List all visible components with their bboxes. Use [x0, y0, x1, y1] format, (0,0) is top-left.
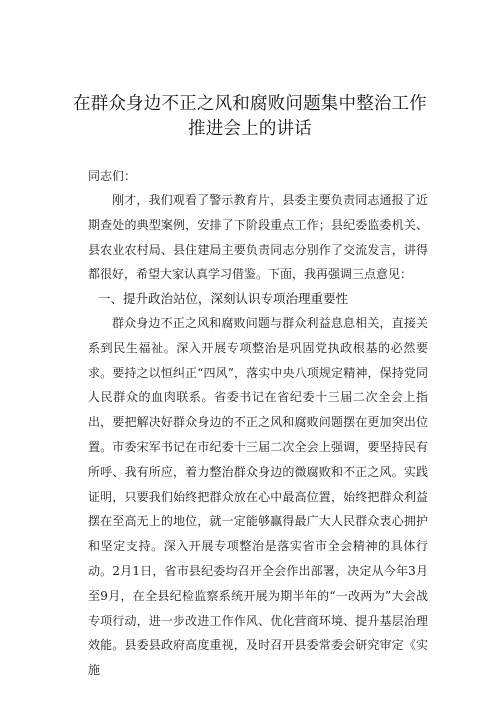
paragraph-text: 刚才，我们观看了警示教育片，县委主要负责同志通报了近期查处的典型案例，安排了下阶段重点工作；县纪委监委机关、县农业农村局、县住建局主要负责同志分别作了交流发言，讲得都很好，希望大家认真学习借鉴。下面，我再强调三点意见： — [88, 193, 428, 282]
paragraph-text: 群众身边不正之风和腐败问题与群众利益息息相关，直接关系到民生福祉。深入开展专项整治是巩固党执政根基的必然要求。要持之以恒纠正“四风”，落实中央八项规定精神，保持党同人民群众的血肉联系。省委书记在省纪委十三届二次全会上指出，要把解决好群众身边的不正之风和腐败问题摆在更加突出位置。市委宋军书记在市纪委十三届二次全会上强调，要坚持民有所呼、我有所应，着力整治群众身边的微腐败和不正之风。实践证明，只要我们始终把群众放在心中最高位置，始终把群众利益摆在至高无上的地位，就一定能够赢得最广大人民群众衷心拥护和坚定支持。深入开展专项整治是落实省市全会精神的具体行动。2月1日，省市县纪委均召开全会作出部署，决定从今年3月至9月，在全县纪检监察系统开展为期半年的“一改两为”大会战专项行动，进一步改进工作作风、优化营商环境、提升基层治理效能。县委县政府高度重视，及时召开县委常委会研究审定《实施 — [88, 316, 428, 678]
salutation: 同志们： — [88, 169, 137, 183]
paragraph-opening — [88, 188, 428, 287]
document-title-line-2: 推进会上的讲话 — [188, 119, 312, 139]
section-heading-1: 一、提升政治站位，深刻认识专项治理重要性 — [98, 291, 349, 306]
document-title-line-1: 在群众身边不正之风和腐败问题集中整治工作 — [73, 94, 427, 114]
paragraph-section-1 — [88, 311, 428, 683]
